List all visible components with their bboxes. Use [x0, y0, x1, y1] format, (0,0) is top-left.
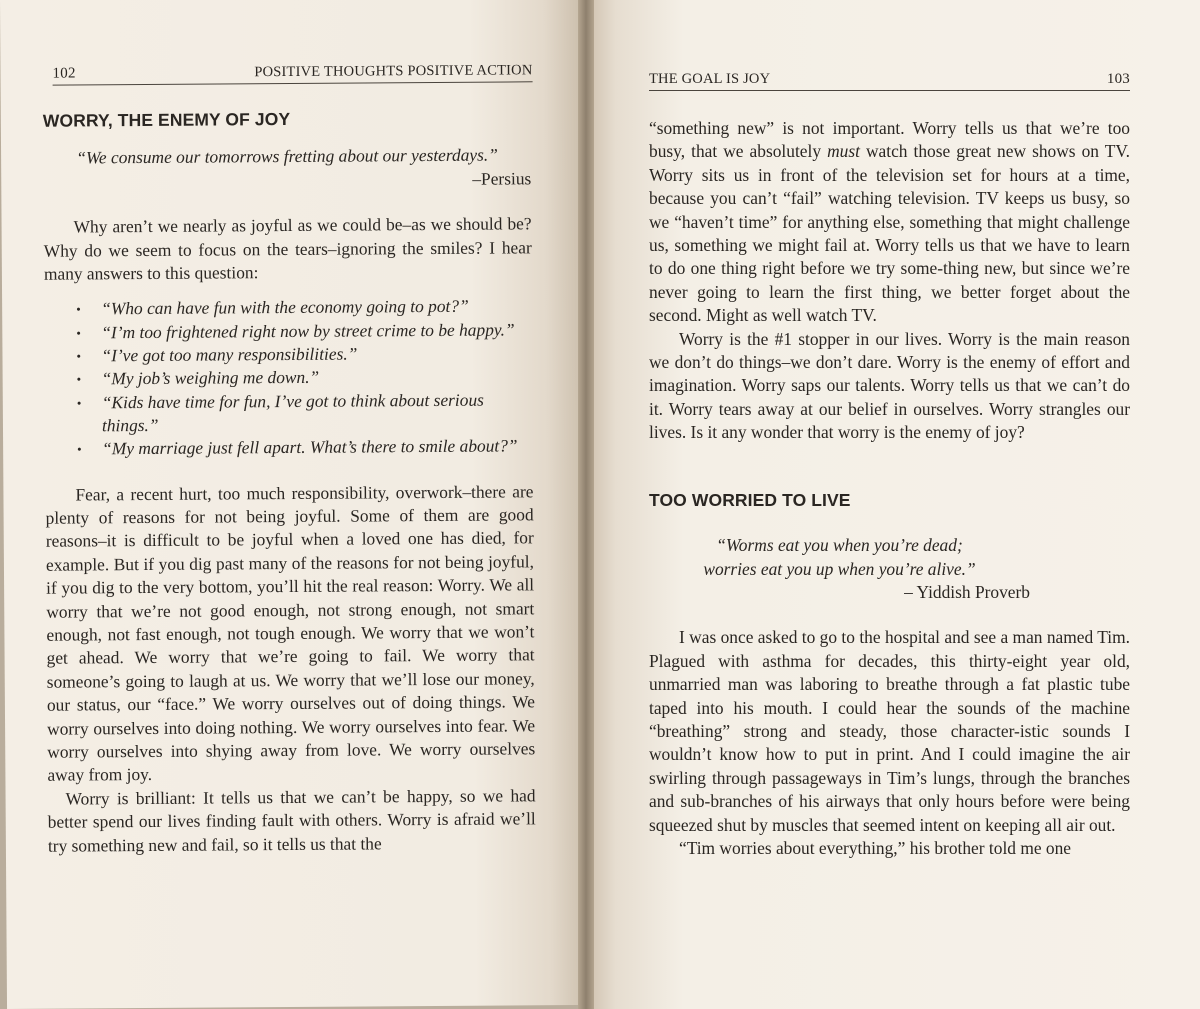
list-item: • “I’m too frightened right now by street crime to be happy.” [76, 318, 532, 344]
body-paragraph: Worry is brilliant: It tells us that we can’t be happy, so we had better spend our lives finding fault with others. Worry is afraid we’ll try something new and fail, so it tells us that the [47, 785, 536, 856]
section-heading-worry-enemy-of-joy: WORRY, THE ENEMY OF JOY [42, 108, 291, 131]
list-item: • “I’ve got too many responsibilities.” [76, 341, 532, 367]
left-page [0, 0, 592, 1009]
list-item: • “Kids have time for fun, I’ve got to think about serious things.” [77, 388, 533, 438]
right-epigraph [649, 534, 1130, 604]
epigraph-attribution: – Yiddish Proverb [904, 581, 1030, 602]
right-page [585, 0, 1200, 1009]
text-run: watch those great new shows on TV. Worry sits us in front of the television set for hours at a time, because you can’t “fail” watching television. TV keeps us busy, so we “haven’t time” for anything else, something that might challenge us, something we might fail at. Worry tells us that we have to learn to do one thing right before we try some-thing new, but since we’re never going to learn the first thing, we better forget about the second. Might as well watch TV. [649, 141, 1130, 326]
list-item: • “My marriage just fell apart. What’s there to smile about?” [77, 435, 533, 461]
emphasis-word: must [827, 141, 860, 162]
left-running-head [52, 62, 532, 85]
section-heading-too-worried-to-live: TOO WORRIED TO LIVE [649, 489, 851, 510]
epigraph-line: “Worms eat you when you’re dead; [716, 535, 963, 556]
left-running-title: POSITIVE THOUGHTS POSITIVE ACTION [254, 62, 533, 81]
right-running-title: THE GOAL IS JOY [649, 71, 771, 87]
left-page-content [43, 106, 536, 857]
left-page-number: 102 [52, 65, 76, 82]
text-run: “something new” is not important. Worry tells us that we’re too busy, that we absolutely [649, 118, 1130, 162]
body-paragraph: Worry is the #1 stopper in our lives. Worry is the main reason we don’t do things–we don’t dare. Worry is the enemy of effort and imagination. Worry saps our talents. Worry tells us that we can’t do it. Worry tears away at our belief in ourselves. Worry strangles our lives. Is it any wonder that worry is the enemy of joy? [649, 328, 1130, 443]
body-paragraph: “Tim worries about everything,” his brother told me one [679, 837, 1072, 858]
epigraph-attribution: –Persius [472, 168, 532, 189]
list-item: • “My job’s weighing me down.” [77, 365, 533, 391]
right-running-head [649, 71, 1130, 91]
body-paragraph [649, 117, 1130, 328]
left-epigraph [43, 144, 531, 194]
epigraph-line: worries eat you up when you’re alive.” [703, 558, 976, 579]
intro-paragraph: Why aren’t we nearly as joyful as we could be–as we should be? Why do we seem to focus on the tears–ignoring the smiles? I hear many answers to this question: [43, 213, 532, 284]
right-page-content [649, 117, 1130, 860]
list-item: • “Who can have fun with the economy going to pot?” [76, 295, 532, 321]
worries-bullet-list [44, 295, 533, 461]
body-paragraph: Fear, a recent hurt, too much responsibility, overwork–there are plenty of reasons for not being joyful. Some of them are good reasons–it is difficult to be joyful when a loved one has died, for example. But if you dig past many of the reasons for not being joyful, if you dig to the very bottom, you’ll hit the real reason: Worry. We all worry that we’re not good enough, not strong enough, not smart enough, not fast enough, not tough enough. We worry that we won’t get ahead. We worry that we’re going to fail. We worry that someone’s going to laugh at us. We worry that we’ll lose our money, our status, our “face.” We worry ourselves out of doing things. We worry ourselves into doing nothing. We worry ourselves into fear. We worry ourselves into shying away from love. We worry ourselves away from joy. [45, 480, 536, 786]
epigraph-quote: “We consume our tomorrows fretting about our yesterdays.” [76, 144, 498, 168]
book-gutter [578, 0, 594, 1009]
right-page-number: 103 [1106, 71, 1130, 87]
body-paragraph: I was once asked to go to the hospital and see a man named Tim. Plagued with asthma for decades, this thirty-eight year old, unmarried man was laboring to breathe through a fat plastic tube taped into his mouth. I could hear the sounds of the machine “breathing” strong and steady, those character-istic sounds I wouldn’t know how to put in print. And I could imagine the air swirling through passageways in Tim’s lungs, through the branches and sub-branches of his airways that only hours before were being squeezed shut by muscles that seemed intent on keeping all air out. [649, 627, 1130, 835]
